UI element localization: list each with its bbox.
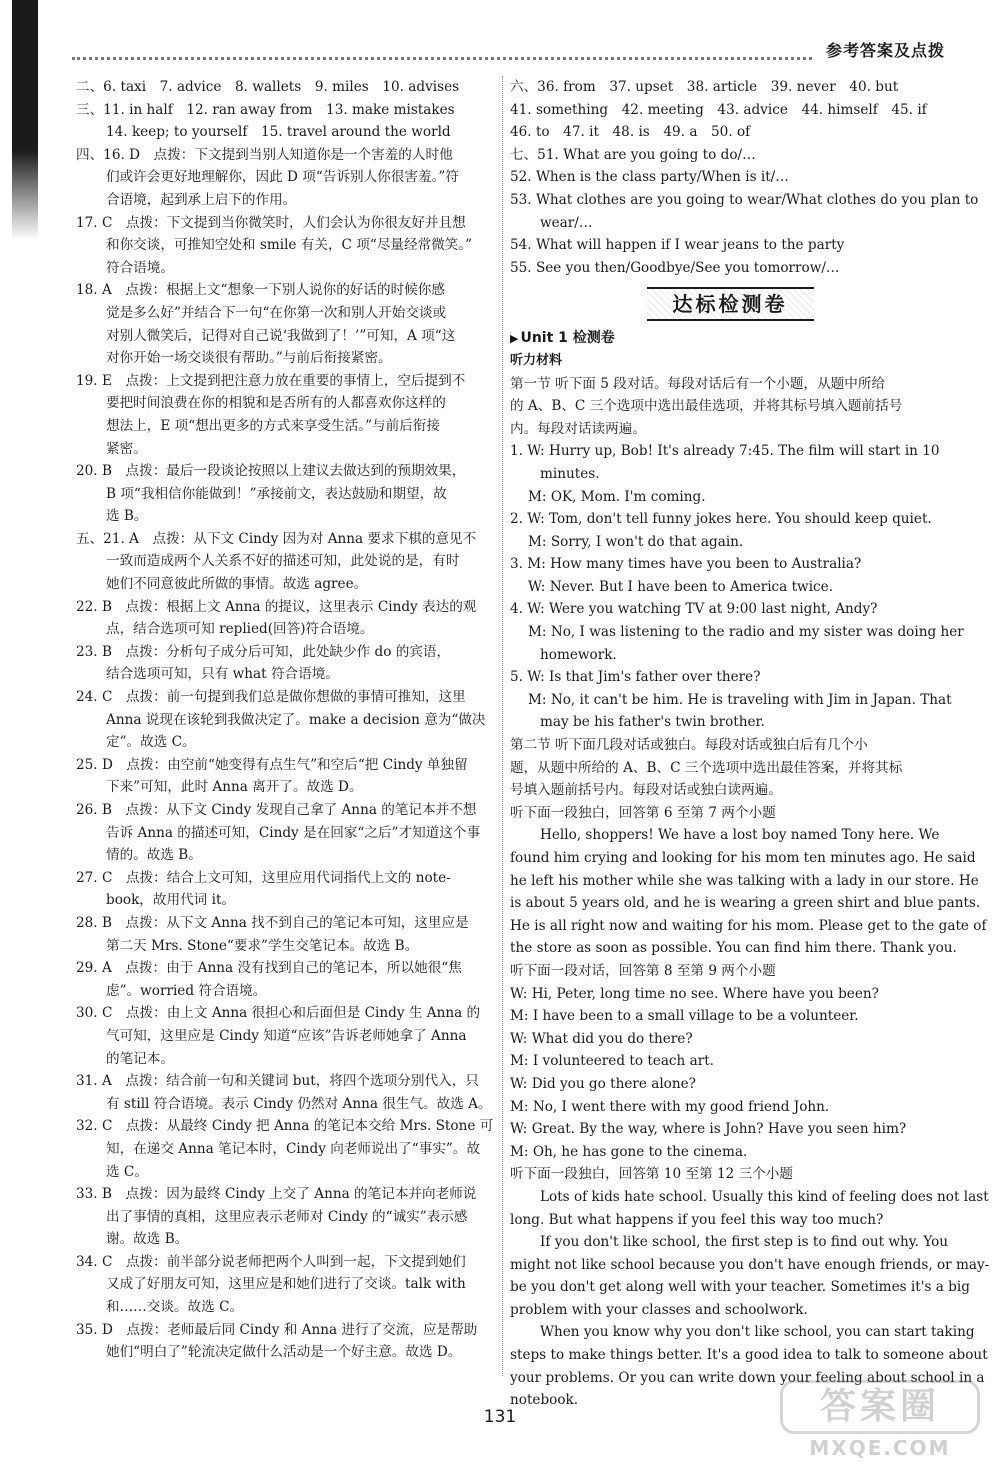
triangle-icon: ▶ <box>510 332 519 346</box>
answer-line: 三、11. in half 12. ran away from 13. make mistakes <box>76 101 455 118</box>
right-column <box>510 76 990 1412</box>
column-divider <box>502 76 503 1376</box>
answer-line: 24. C 点拨：前一句提到我们总是做你想做的事情可推知，这里 <box>76 689 466 706</box>
answer-line: 点，结合选项可知 replied(回答)符合语境。 <box>106 621 374 638</box>
answer-line: 七、51. What are you going to do/… <box>510 146 756 163</box>
answer-line: 虑”。worried 符合语境。 <box>106 982 267 999</box>
answer-line: 28. B 点拨：从下文 Anna 找不到自己的笔记本可知，这里应是 <box>76 914 469 931</box>
answer-line: 她们“明白了”轮流决定做什么活动是一个好主意。故选 D。 <box>106 1344 462 1361</box>
answer-line: 和你交谈，可推知空处和 smile 有关，C 项“尽量经常微笑。” <box>106 237 473 254</box>
transcript-line: may be his father's twin brother. <box>540 714 765 731</box>
answer-line: B 项“我相信你能做到！”承接前文，表达鼓励和期望，故 <box>106 485 447 502</box>
answer-line: 四、16. D 点拨：下文提到当别人知道你是一个害羞的人时他 <box>76 146 453 163</box>
answer-line: 33. B 点拨：因为最终 Cindy 上交了 Anna 的笔记本并向老师说 <box>76 1186 477 1203</box>
transcript-line: 第一节 听下面 5 段对话。每段对话后有一个小题，从题中所给 <box>510 375 886 392</box>
transcript-line: M: I volunteered to teach art. <box>510 1053 715 1070</box>
answer-line: 又成了好朋友可知，这里应是和她们进行了交谈。talk with <box>106 1276 466 1293</box>
transcript-line: 1. W: Hurry up, Bob! It's already 7:45. The film will start in 10 <box>510 443 940 460</box>
answer-line: 觉是多么好”并结合下一句“在你第一次和别人开始交谈或 <box>106 304 447 321</box>
transcript-line: 5. W: Is that Jim's father over there? <box>510 669 761 686</box>
answer-line: 她们不同意彼此所做的事情。故选 agree。 <box>106 576 368 593</box>
unit-heading <box>510 327 950 350</box>
transcript-line: 4. W: Were you watching TV at 9:00 last night, Andy? <box>510 601 878 618</box>
answer-line: 定”。故选 C。 <box>106 734 196 751</box>
answer-line: 合语境，起到承上启下的作用。 <box>106 191 297 208</box>
answer-line: 53. What clothes are you going to wear/What clothes do you plan to <box>510 191 979 208</box>
transcript-line: Hello, shoppers! We have a lost boy named Tony here. We <box>540 827 940 844</box>
answer-line: 选 B。 <box>106 508 148 525</box>
transcript-line: W: Never. But I have been to America twice. <box>528 578 834 595</box>
transcript-line: Lots of kids hate school. Usually this kind of feeling does not last <box>540 1188 989 1205</box>
transcript-line: 第二节 听下面几段对话或独白。每段对话或独白后有几个小 <box>510 737 868 754</box>
answer-line: 22. B 点拨：根据上文 Anna 的提议，这里表示 Cindy 表达的观 <box>76 598 477 615</box>
answer-line: 52. When is the class party/When is it/… <box>510 169 789 186</box>
transcript-line: homework. <box>540 646 617 663</box>
transcript-line: M: No, I went there with my good friend John. <box>510 1098 830 1115</box>
answer-line: 对你开始一场交谈很有帮助。”与前后衔接紧密。 <box>106 350 392 367</box>
left-column <box>76 76 496 1364</box>
transcript-line: M: I have been to a small village to be a volunteer. <box>510 1008 859 1025</box>
watermark-logo-mark: 答案圈 <box>780 1380 980 1434</box>
transcript-line: found him crying and looking for his mom ten minutes ago. He said <box>510 850 976 866</box>
answer-line: 六、36. from 37. upset 38. article 39. never 40. but <box>510 79 899 95</box>
transcript-line: 的 A、B、C 三个选项中选出最佳选项，并将其标号填入题前括号 <box>510 398 903 415</box>
transcript-line: might not like school because you don't have enough friends, or may- <box>510 1256 990 1273</box>
answer-line: 41. something 42. meeting 43. advice 44. himself 45. if <box>510 101 927 118</box>
transcript-line: the store as soon as possible. You can find him there. Thank you. <box>510 940 957 957</box>
answer-line: 五、21. A 点拨：从下文 Cindy 因为对 Anna 要求下棋的意见不 <box>76 530 477 547</box>
transcript-line: be you don't get along well with your teacher. Sometimes it's a big <box>510 1279 970 1296</box>
transcript-line: 听下面一段对话，回答第 8 至第 9 两个小题 <box>510 962 776 979</box>
transcript-line: M: Sorry, I won't do that again. <box>528 533 744 550</box>
page-edge-bar <box>12 0 38 150</box>
section-banner-label: 达标检测卷 <box>647 287 814 321</box>
answer-line: 对别人微笑后，记得对自己说‘我做到了！’”可知，A 项“这 <box>106 327 456 344</box>
answer-line: 二、6. taxi 7. advice 8. wallets 9. miles 10. advises <box>76 79 460 95</box>
watermark-url: MXQE.COM <box>809 1436 951 1460</box>
answer-line: 和……交谈。故选 C。 <box>106 1299 244 1316</box>
answer-line: 30. C 点拨：由上文 Anna 很担心和后面但是 Cindy 生 Anna 的 <box>76 1005 481 1022</box>
transcript-line: 2. W: Tom, don't tell funny jokes here. You should keep quiet. <box>510 511 932 528</box>
transcript-line: is about 5 years old, and he is wearing a green shirt and blue pants. <box>510 895 981 912</box>
unit-heading-label: Unit 1 检测卷 <box>520 330 615 347</box>
transcript-line: If you don't like school, the first step is to find out why. You <box>540 1234 949 1251</box>
header-title: 参考答案及点拨 <box>825 41 945 60</box>
answer-line: 的笔记本。 <box>106 1050 174 1067</box>
transcript-line: M: Oh, he has gone to the cinema. <box>510 1143 748 1160</box>
answer-line: 29. A 点拨：由于 Anna 没有找到自己的笔记本，所以她很“焦 <box>76 960 462 977</box>
transcript-line: he left his mother while she was talking with a lady in our store. He <box>510 872 979 889</box>
transcript-line: W: Great. By the way, where is John? Have you seen him? <box>510 1121 907 1138</box>
transcript-line: steps to make things better. It's a good idea to talk to someone about <box>510 1347 988 1364</box>
answer-line: 32. C 点拨：从最终 Cindy 把 Anna 的笔记本交给 Mrs. Stone 可 <box>76 1118 494 1135</box>
answer-line: 情的。故选 B。 <box>106 847 202 864</box>
answer-line: book，故用代词 it。 <box>106 892 236 909</box>
transcript-line: When you know why you don't like school, you can start taking <box>540 1324 975 1341</box>
answer-line: 们或许会更好地理解你，因此 D 项“告诉别人你很害羞。”符 <box>106 169 459 186</box>
transcript-line: 题，从题中所给的 A、B、C 三个选项中选出最佳答案，并将其标 <box>510 759 903 776</box>
answer-line: 符合语境。 <box>106 259 174 276</box>
transcript-line: 听下面一段独白，回答第 10 至第 12 三个小题 <box>510 1166 793 1183</box>
transcript-line: your problems. Or you can write down your feeling about school in a <box>510 1369 985 1386</box>
transcript-line: M: OK, Mom. I'm coming. <box>528 488 706 505</box>
section-banner <box>510 287 950 321</box>
answer-line: 有 still 符合语境。表示 Cindy 仍然对 Anna 很生气。故选 A。 <box>106 1095 492 1112</box>
answer-line: 谢。故选 B。 <box>106 1231 189 1248</box>
header-rule <box>72 57 812 60</box>
transcript-line: He is all right now and waiting for his mom. Please get to the gate of <box>510 917 987 934</box>
answer-line: 26. B 点拨：从下文 Cindy 发现自己拿了 Anna 的笔记本并不想 <box>76 802 477 818</box>
transcript-line: 3. M: How many times have you been to Australia? <box>510 556 862 573</box>
answer-line: 选 C。 <box>106 1163 148 1180</box>
transcript-line: M: No, I was listening to the radio and my sister was doing her <box>528 624 964 641</box>
transcript-line: W: What did you do there? <box>510 1030 693 1047</box>
answer-line: Anna 说现在该轮到我做决定了。make a decision 意为“做决 <box>106 711 486 728</box>
answer-line: 18. A 点拨：根据上文“想象一下别人说你的好话的时候你感 <box>76 282 445 299</box>
answer-line: 17. C 点拨：下文提到当你微笑时，人们会认为你很友好并且想 <box>76 214 466 231</box>
answer-line: wear/… <box>540 214 593 231</box>
answer-line: 46. to 47. it 48. is 49. a 50. of <box>510 124 751 141</box>
answer-line: 知，在递交 Anna 笔记本时，Cindy 向老师说出了“事实”。故 <box>106 1140 481 1157</box>
answer-line: 14. keep; to yourself 15. travel around the world <box>106 124 451 141</box>
watermark-logo <box>780 1380 980 1460</box>
answer-line: 一致而造成两个人关系不好的描述可知，此处说的是，有时 <box>106 553 460 570</box>
transcript-line: 号填入题前括号内。每段对话或独白读两遍。 <box>510 782 782 799</box>
transcript-line: minutes. <box>540 465 600 482</box>
answer-line: 紧密。 <box>106 440 147 457</box>
answer-line: 55. See you then/Goodbye/See you tomorrow/… <box>510 259 840 276</box>
answer-line: 25. D 点拨：由空前“她变得有点生气”和空后“把 Cindy 单独留 <box>76 756 468 773</box>
answer-line: 要把时间浪费在你的相貌和是否所有的人都喜欢你这样的 <box>106 395 446 412</box>
transcript-line: W: Did you go there alone? <box>510 1075 696 1092</box>
answer-line: 下来”可知，此时 Anna 离开了。故选 D。 <box>106 779 363 796</box>
answer-line: 35. D 点拨：老师最后同 Cindy 和 Anna 进行了交流，应是帮助 <box>76 1321 478 1338</box>
answer-line: 结合选项可知，只有 what 符合语境。 <box>106 666 339 683</box>
answer-line: 20. B 点拨：最后一段谈论按照以上建议去做达到的预期效果， <box>76 463 466 480</box>
answer-line: 19. E 点拨：上文提到把注意力放在重要的事情上，空后提到不 <box>76 372 466 389</box>
listening-title: 听力材料 <box>510 352 563 368</box>
answer-line: 第二天 Mrs. Stone“要求”学生交笔记本。故选 B。 <box>106 937 419 954</box>
transcript-line: W: Hi, Peter, long time no see. Where have you been? <box>510 985 879 1002</box>
answer-line: 31. A 点拨：结合前一句和关键词 but，将四个选项分别代入，只 <box>76 1073 479 1090</box>
transcript-line: 听下面一段独白，回答第 6 至第 7 两个小题 <box>510 804 776 821</box>
answer-line: 出了事情的真相，这里应表示老师对 Cindy 的“诚实”表示感 <box>106 1208 468 1225</box>
transcript-line: notebook. <box>510 1392 579 1409</box>
answer-line: 34. C 点拨：前半部分说老师把两个人叫到一起，下文提到她们 <box>76 1253 466 1270</box>
transcript-line: 内。每段对话读两遍。 <box>510 420 646 437</box>
answer-line: 告诉 Anna 的描述可知，Cindy 是在回家“之后”才知道这个事 <box>106 824 481 841</box>
answer-line: 想法上，E 项“想出更多的方式来享受生活。”与前后衔接 <box>106 417 440 434</box>
transcript-line: problem with your classes and schoolwork. <box>510 1301 808 1318</box>
page-number: 131 <box>483 1407 517 1427</box>
answer-line: 27. C 点拨：结合上文可知，这里应用代词指代上文的 note- <box>76 869 451 886</box>
answer-line: 54. What will happen if I wear jeans to the party <box>510 237 845 254</box>
answer-line: 23. B 点拨：分析句子成分后可知，此处缺少作 do 的宾语， <box>76 643 451 660</box>
transcript-line: M: No, it can't be him. He is traveling with Jim in Japan. That <box>528 691 952 708</box>
transcript-line: long. But what happens if you feel this way too much? <box>510 1211 884 1228</box>
answer-line: 气可知，这里应是 Cindy 知道“应该”告诉老师她拿了 Anna <box>106 1027 467 1044</box>
